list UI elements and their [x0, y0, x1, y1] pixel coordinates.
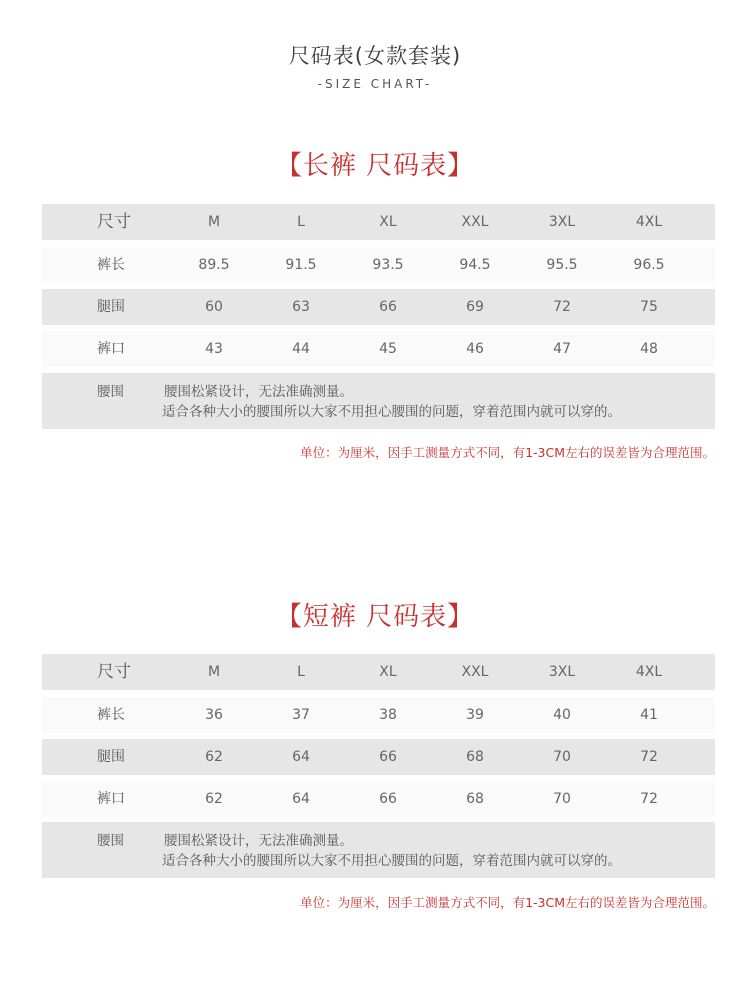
size-header-cell: XXL [461, 214, 489, 230]
table-cell: 69 [466, 299, 484, 315]
size-header-cell: M [207, 664, 221, 680]
size-header-cell: L [297, 664, 305, 680]
table-row [42, 739, 715, 775]
table-row [42, 697, 715, 733]
table-cell: 38 [379, 707, 397, 723]
page-title: 尺码表(女款套装) [288, 44, 462, 68]
size-header-cell: XL [379, 214, 397, 230]
table-cell: 94.5 [459, 257, 491, 273]
size-header-cell: L [297, 214, 305, 230]
table-cell: 66 [379, 791, 397, 807]
table-cell: 93.5 [372, 257, 404, 273]
table-header-row [42, 654, 715, 690]
row-label: 腰围 [97, 833, 124, 849]
unit-note: 单位：为厘米，因手工测量方式不同，有1-3CM左右的误差皆为合理范围。 [300, 895, 715, 910]
size-header-label: 尺寸 [97, 212, 131, 232]
table-cell: 64 [292, 791, 310, 807]
table-cell: 72 [640, 791, 658, 807]
table-cell: 75 [640, 299, 658, 315]
table-cell: 72 [553, 299, 571, 315]
table-cell: 89.5 [198, 257, 230, 273]
table-cell: 60 [205, 299, 223, 315]
table-cell: 46 [466, 341, 484, 357]
table-cell: 43 [205, 341, 223, 357]
page-subtitle: -SIZE CHART- [317, 77, 433, 91]
table-row [42, 247, 715, 283]
table-cell: 95.5 [546, 257, 578, 273]
table-header-row [42, 204, 715, 240]
table-cell: 68 [466, 749, 484, 765]
table-row [42, 289, 715, 325]
table-cell: 47 [553, 341, 571, 357]
table-cell: 72 [640, 749, 658, 765]
table-cell: 66 [379, 749, 397, 765]
table-cell: 44 [292, 341, 310, 357]
size-header-cell: 3XL [548, 214, 576, 230]
table-cell: 70 [553, 791, 571, 807]
size-header-cell: XL [379, 664, 397, 680]
table-cell: 63 [292, 299, 310, 315]
waist-note-row [42, 373, 715, 429]
row-label: 裤口 [97, 791, 125, 807]
size-header-label: 尺寸 [97, 662, 131, 682]
row-label: 裤长 [97, 257, 125, 273]
table-cell: 41 [640, 707, 658, 723]
waist-note-line1: 腰围松紧设计，无法准确测量。 [164, 384, 353, 400]
table-cell: 39 [466, 707, 484, 723]
table-cell: 70 [553, 749, 571, 765]
size-header-cell: 4XL [635, 664, 663, 680]
table-row [42, 781, 715, 817]
table-cell: 36 [205, 707, 223, 723]
waist-note-line1: 腰围松紧设计，无法准确测量。 [164, 833, 353, 849]
section-title: 【长裤 尺码表】 [275, 151, 475, 181]
waist-note-row [42, 822, 715, 878]
table-cell: 91.5 [285, 257, 317, 273]
table-cell: 66 [379, 299, 397, 315]
table-cell: 48 [640, 341, 658, 357]
row-label: 腿围 [97, 299, 125, 315]
row-label: 裤长 [97, 707, 125, 723]
size-header-cell: M [207, 214, 221, 230]
section-title: 【短裤 尺码表】 [275, 602, 475, 632]
table-cell: 64 [292, 749, 310, 765]
size-header-cell: XXL [461, 664, 489, 680]
table-cell: 62 [205, 791, 223, 807]
unit-note: 单位：为厘米，因手工测量方式不同，有1-3CM左右的误差皆为合理范围。 [300, 445, 715, 460]
table-row [42, 331, 715, 367]
size-header-cell: 3XL [548, 664, 576, 680]
row-label: 裤口 [97, 341, 125, 357]
waist-note-line2: 适合各种大小的腰围所以大家不用担心腰围的问题，穿着范围内就可以穿的。 [162, 404, 621, 420]
waist-note-line2: 适合各种大小的腰围所以大家不用担心腰围的问题，穿着范围内就可以穿的。 [162, 853, 621, 869]
row-label: 腰围 [97, 384, 124, 400]
size-header-cell: 4XL [635, 214, 663, 230]
row-label: 腿围 [97, 749, 125, 765]
table-cell: 37 [292, 707, 310, 723]
table-cell: 40 [553, 707, 571, 723]
table-cell: 68 [466, 791, 484, 807]
table-cell: 62 [205, 749, 223, 765]
table-cell: 96.5 [633, 257, 665, 273]
table-cell: 45 [379, 341, 397, 357]
